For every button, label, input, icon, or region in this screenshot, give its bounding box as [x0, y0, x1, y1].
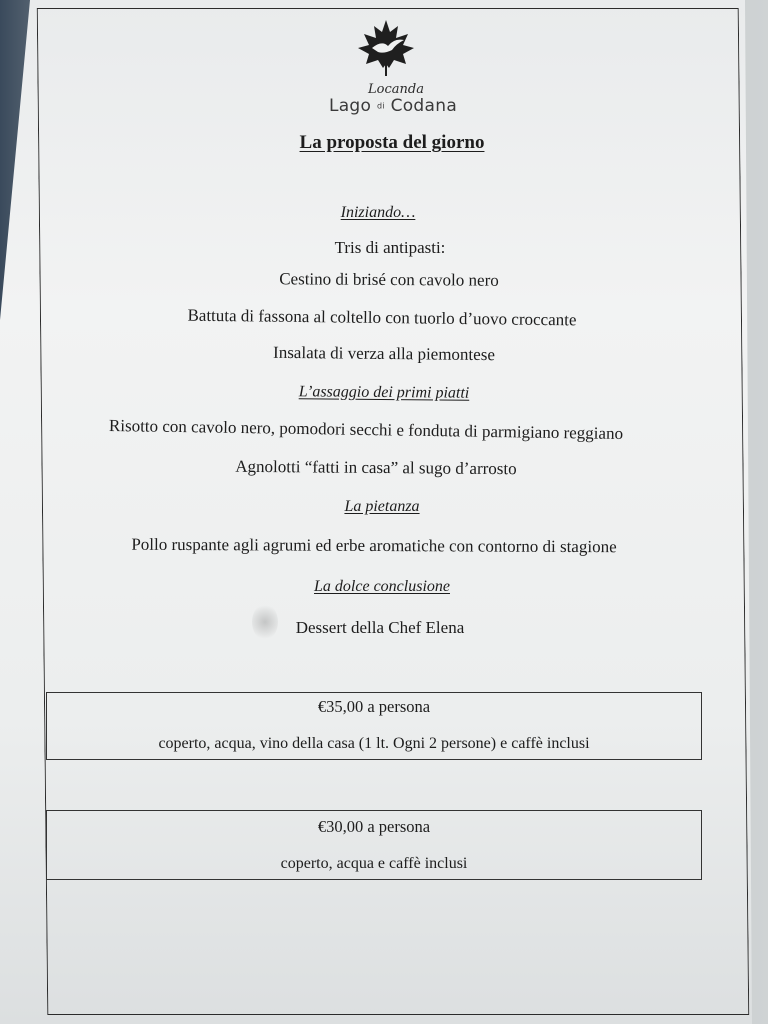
dish-item: Pollo ruspante agli agrumi ed erbe aromatiche con contorno di stagione: [131, 534, 617, 557]
maple-leaf-with-bird-icon: [354, 18, 418, 78]
price-box-35: [46, 692, 702, 760]
price-includes: coperto, acqua e caffè inclusi: [280, 855, 468, 872]
dish-item: Risotto con cavolo nero, pomodori secchi e fonduta di parmigiano reggiano: [108, 415, 624, 444]
dish-item: Insalata di verza alla piemontese: [272, 342, 496, 365]
logo-name-small: di: [376, 101, 385, 111]
logo-script-text: Locanda: [368, 82, 424, 97]
price-box-30: [46, 810, 702, 880]
logo-name-part2: Codana: [390, 96, 458, 116]
price-label: €35,00 a persona: [317, 697, 431, 716]
dish-item: Battuta di fassona al coltello con tuorlo d’uovo croccante: [187, 305, 577, 330]
logo-name: [318, 96, 468, 116]
menu-title: La proposta del giorno: [299, 132, 485, 153]
dish-item: Dessert della Chef Elena: [295, 618, 465, 637]
section-heading-dessert: La dolce conclusione: [314, 578, 450, 595]
price-includes: coperto, acqua, vino della casa (1 lt. Ogni 2 persone) e caffè inclusi: [158, 735, 590, 752]
price-label: €30,00 a persona: [317, 817, 431, 836]
dish-item: Agnolotti “fatti in casa” al sugo d’arrosto: [235, 456, 517, 479]
section-heading-starters: Iniziando…: [340, 204, 416, 221]
dish-item: Tris di antipasti:: [334, 238, 446, 257]
dish-item: Cestino di brisé con cavolo nero: [279, 269, 499, 290]
logo-name-part1: Lago: [328, 96, 372, 116]
section-heading-main-course: La pietanza: [344, 498, 420, 515]
section-heading-first-courses: L’assaggio dei primi piatti: [298, 383, 470, 402]
